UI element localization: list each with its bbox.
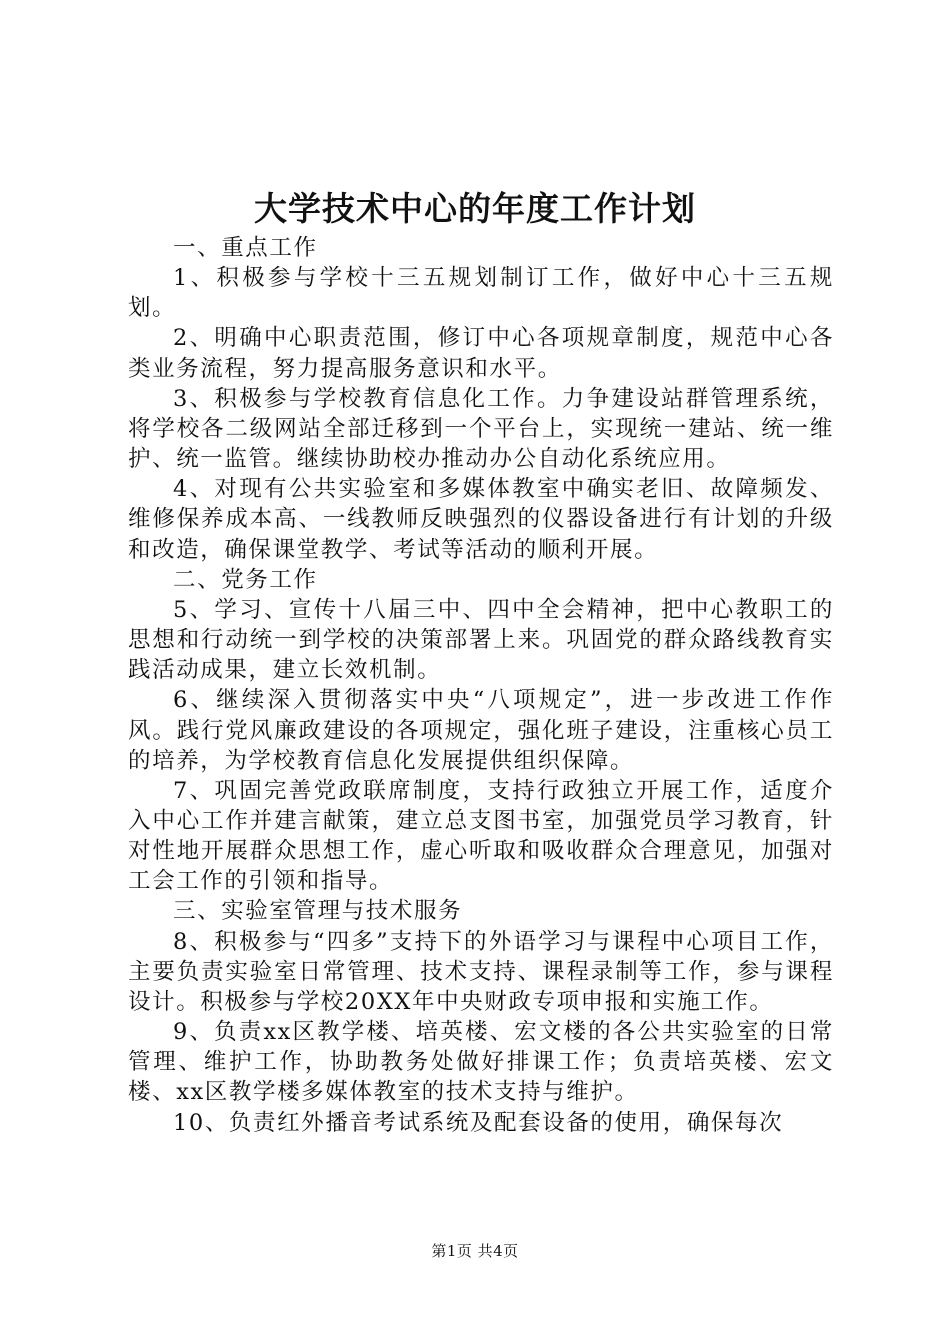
paragraph: 7、巩固完善党政联席制度，支持行政独立开展工作，适度介入中心工作并建言献策，建立总支图书室，加强党员学习教育，针对性地开展群众思想工作，虚心听取和吸收群众合理意见，加强对工会工作的引领和指导。 <box>128 777 834 895</box>
paragraph: 1、积极参与学校十三五规划制订工作，做好中心十三五规划。 <box>128 265 834 322</box>
paragraph: 6、继续深入贯彻落实中央“八项规定”，进一步改进工作作风。践行党风廉政建设的各项规定，强化班子建设，注重核心员工的培养，为学校教育信息化发展提供组织保障。 <box>128 687 834 774</box>
page-footer: 第1页 共4页 <box>431 1242 519 1260</box>
paragraph: 10、负责红外播音考试系统及配套设备的使用，确保每次 <box>173 1109 784 1136</box>
section-heading: 二、党务工作 <box>173 566 318 593</box>
paragraph: 3、积极参与学校教育信息化工作。力争建设站群管理系统，将学校各二级网站全部迁移到一个平台上，实现统一建站、统一维护、统一监管。继续协助校办推动办公自动化系统应用。 <box>128 385 834 473</box>
section-heading: 三、实验室管理与技术服务 <box>173 898 463 925</box>
paragraph: 9、负责xx区教学楼、培英楼、宏文楼的各公共实验室的日常管理、维护工作，协助教务处做好排课工作；负责培英楼、宏文楼、xx区教学楼多媒体教室的技术支持与维护。 <box>128 1019 834 1106</box>
document-body <box>128 233 834 1138</box>
paragraph: 8、积极参与“四多”支持下的外语学习与课程中心项目工作，主要负责实验室日常管理、技术支持、课程录制等工作，参与课程设计。积极参与学校20XX年中央财政专项申报和实施工作。 <box>128 928 834 1015</box>
paragraph: 2、明确中心职责范围，修订中心各项规章制度，规范中心各类业务流程，努力提高服务意识和水平。 <box>128 325 834 382</box>
paragraph: 5、学习、宣传十八届三中、四中全会精神，把中心教职工的思想和行动统一到学校的决策部署上来。巩固党的群众路线教育实践活动成果，建立长效机制。 <box>128 596 834 684</box>
paragraph: 4、对现有公共实验室和多媒体教室中确实老旧、故障频发、维修保养成本高、一线教师反映强烈的仪器设备进行有计划的升级和改造，确保课堂教学、考试等活动的顺利开展。 <box>128 476 834 563</box>
section-heading: 一、重点工作 <box>173 235 318 261</box>
page-title: 大学技术中心的年度工作计划 <box>254 189 696 228</box>
